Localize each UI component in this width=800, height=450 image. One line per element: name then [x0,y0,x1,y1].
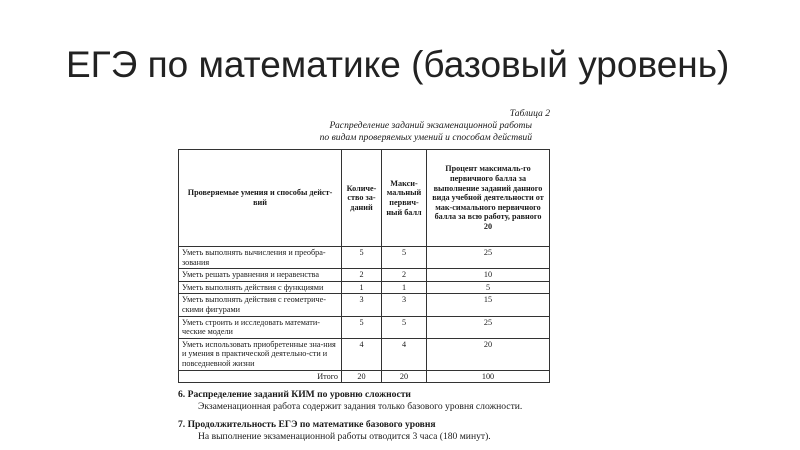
row-count: 3 [342,294,382,316]
caption-line-2: по видам проверяемых умений и способам действий [319,132,532,143]
row-count: 5 [342,316,382,338]
row-max: 5 [382,247,427,269]
table-total-row [179,370,550,383]
table-number: Таблица 2 [509,108,550,119]
table-row [179,247,550,269]
row-skill: Уметь строить и исследовать математи-ческие модели [179,316,342,338]
total-count: 20 [342,370,382,383]
row-percent: 25 [427,316,550,338]
header-count: Количе-ство за-даний [342,150,382,247]
header-max-score: Макси-мальный первич-ный балл [382,150,427,247]
table-row [179,294,550,316]
section-6 [178,389,550,413]
row-skill: Уметь выполнять действия с геометриче-скими фигурами [179,294,342,316]
row-skill: Уметь выполнять вычисления и преобра-зования [179,247,342,269]
header-percent: Процент максималь-го первичного балла за выполнение заданий данного вида учебной деятельности от мак-симального первичного балла за всю работу, равного 20 [427,150,550,247]
section-6-text: Экзаменационная работа содержит задания только базового уровня сложности. [198,401,523,413]
row-skill: Уметь выполнять действия с функциями [179,281,342,294]
section-6-title: 6. Распределение заданий КИМ по уровню сложности [178,389,411,401]
document-scan [178,108,550,443]
row-count: 4 [342,338,382,370]
row-max: 4 [382,338,427,370]
row-max: 5 [382,316,427,338]
row-skill: Уметь решать уравнения и неравенства [179,269,342,282]
table-header-row [179,150,550,247]
row-max: 3 [382,294,427,316]
table-row [179,338,550,370]
section-7 [178,419,550,443]
row-percent: 20 [427,338,550,370]
header-skills: Проверяемые умения и способы дейст-вий [179,150,342,247]
section-7-text: На выполнение экзаменационной работы отводится 3 часа (180 минут). [198,431,491,443]
slide-title: ЕГЭ по математике (базовый уровень) [66,44,730,85]
row-max: 1 [382,281,427,294]
row-skill: Уметь использовать приобретенные зна-ния и умения в практической деятельно-сти и повседневной жизни [179,338,342,370]
total-percent: 100 [427,370,550,383]
table-row [179,316,550,338]
table-caption [178,108,550,144]
table-row [179,281,550,294]
total-label: Итого [179,370,342,383]
section-7-title: 7. Продолжительность ЕГЭ по математике базового уровня [178,419,436,431]
distribution-table [178,149,550,383]
row-percent: 25 [427,247,550,269]
row-max: 2 [382,269,427,282]
row-percent: 15 [427,294,550,316]
row-percent: 5 [427,281,550,294]
row-percent: 10 [427,269,550,282]
total-max: 20 [382,370,427,383]
table-row [179,269,550,282]
row-count: 1 [342,281,382,294]
caption-line-1: Распределение заданий экзаменационной работы [329,120,532,131]
row-count: 5 [342,247,382,269]
row-count: 2 [342,269,382,282]
